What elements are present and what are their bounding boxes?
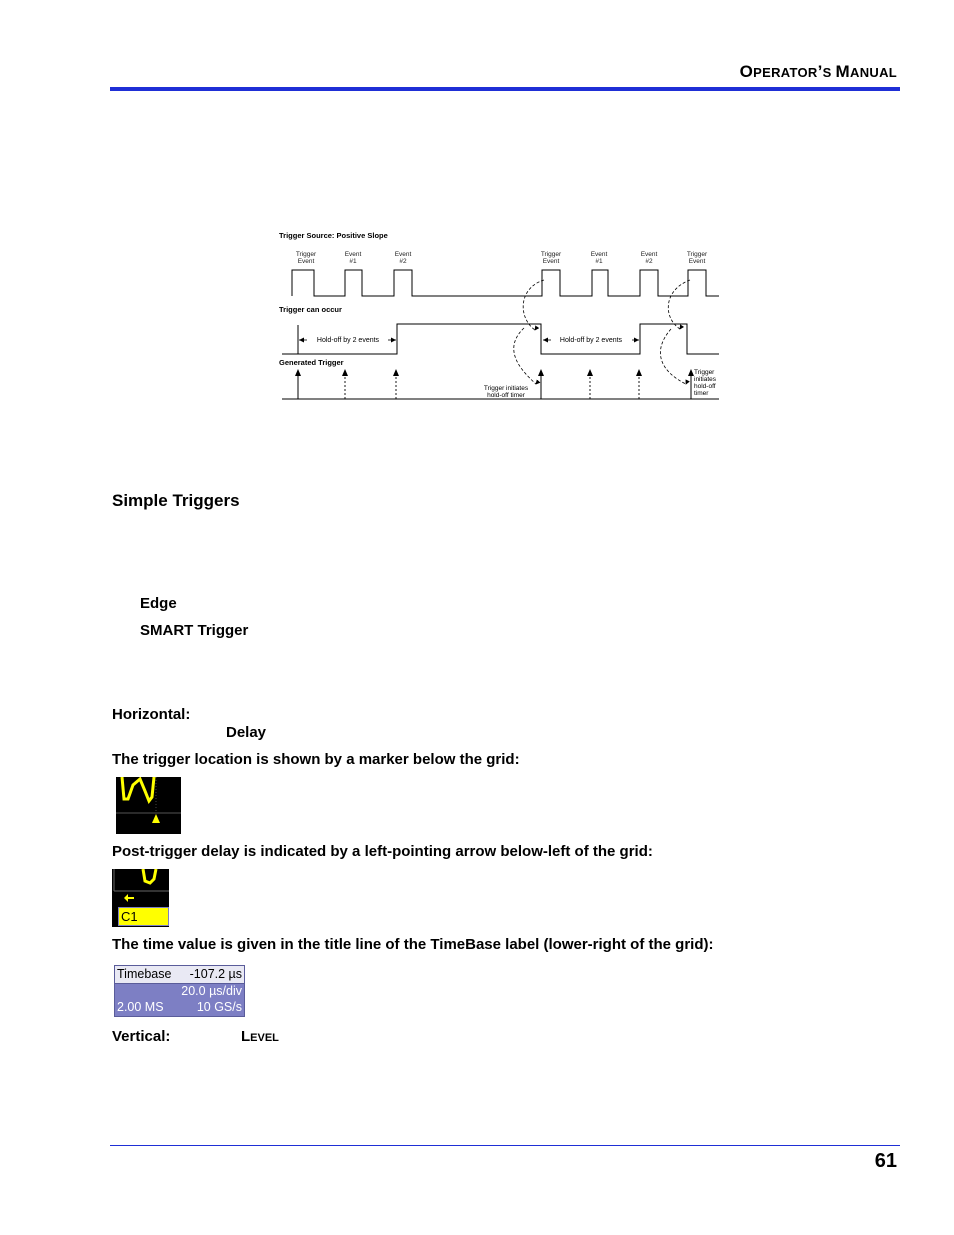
- caption-post-delay: Post-trigger delay is indicated by a left-pointing arrow below-left of the grid:: [112, 843, 653, 860]
- timebase-per-div: 20.0 µs/div: [181, 984, 242, 998]
- caption-marker: The trigger location is shown by a marker below the grid:: [112, 751, 520, 768]
- horizontal-label: Horizontal:: [112, 706, 191, 723]
- pulse-label: Trigger: [686, 251, 708, 258]
- running-header: OPERATOR’S MANUAL: [739, 62, 897, 81]
- post-trigger-delay-screenshot: [112, 869, 169, 927]
- pulse-label: #1: [349, 258, 357, 265]
- pulse-label: Event: [344, 251, 362, 258]
- pulse-label: Trigger: [295, 251, 317, 258]
- timebase-label-screenshot: [114, 965, 245, 1017]
- diagram-note: Trigger initiates: [483, 385, 529, 392]
- pulse-label: Event: [640, 251, 658, 258]
- generated-trigger-label: Generated Trigger: [279, 358, 344, 367]
- caption-time-value: The time value is given in the title line of the TimeBase label (lower-right of the grid):: [112, 936, 714, 953]
- timebase-rate: 10 GS/s: [196, 1000, 242, 1014]
- pulse-label: #2: [399, 258, 407, 265]
- list-item-edge: Edge: [140, 595, 177, 612]
- diagram-note: timer: [694, 390, 709, 397]
- diagram-note: initiates: [694, 376, 717, 383]
- holdoff-timing-diagram: [278, 228, 724, 403]
- page-number: 61: [874, 1150, 897, 1172]
- timebase-title-bar: [115, 966, 244, 984]
- trigger-marker-screenshot: [116, 777, 181, 834]
- level-term: LEVEL: [241, 1028, 279, 1045]
- left-arrow-icon: [124, 894, 134, 902]
- channel-label-c1: C1: [118, 907, 169, 926]
- diagram-note: hold-off timer: [487, 392, 525, 399]
- delay-term: Delay: [226, 724, 267, 741]
- holdoff-label: Hold-off by 2 events: [316, 337, 380, 344]
- pulse-label: Trigger: [540, 251, 562, 258]
- timebase-samples: 2.00 MS: [117, 1000, 164, 1014]
- pulse-label: Event: [297, 258, 315, 265]
- timebase-title: Timebase: [117, 967, 172, 981]
- pulse-label: Event: [688, 258, 706, 265]
- can-occur-label: Trigger can occur: [279, 305, 342, 314]
- header-rule: [110, 87, 900, 91]
- timebase-delay: -107.2 µs: [189, 967, 242, 981]
- pulse-label: Event: [542, 258, 560, 265]
- pulse-label: Event: [394, 251, 412, 258]
- pulse-label: #1: [595, 258, 603, 265]
- holdoff-label: Hold-off by 2 events: [559, 337, 623, 344]
- pulse-label: Event: [590, 251, 608, 258]
- footer-rule: [110, 1145, 900, 1146]
- list-item-smart-trigger: SMART Trigger: [140, 622, 249, 639]
- diagram-note: hold-off: [694, 383, 716, 390]
- source-waveform: [292, 270, 719, 296]
- section-heading: Simple Triggers: [112, 491, 240, 510]
- vertical-label: Vertical:: [112, 1028, 171, 1045]
- pulse-label: #2: [645, 258, 653, 265]
- diagram-note: Trigger: [694, 369, 715, 376]
- diagram-source-label: Trigger Source: Positive Slope: [279, 231, 388, 240]
